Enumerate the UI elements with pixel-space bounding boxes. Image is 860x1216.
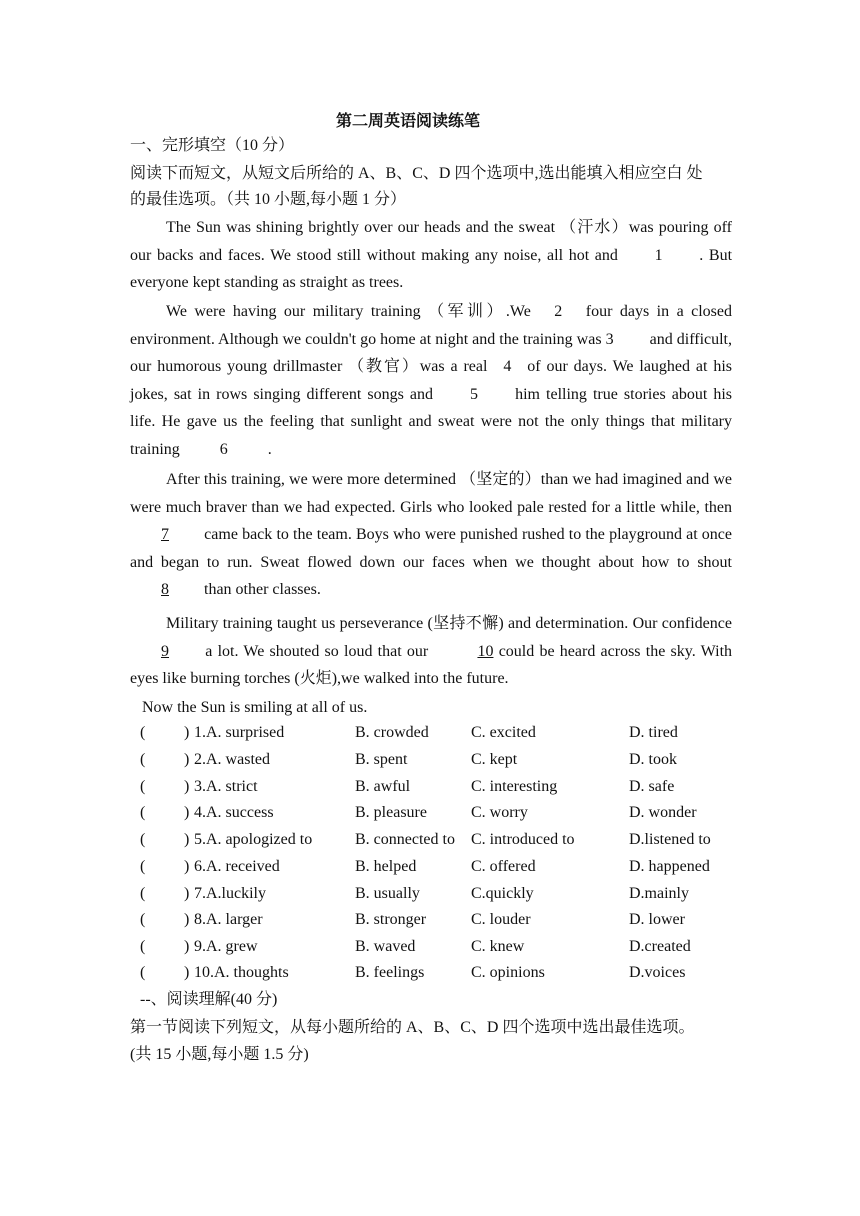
option-b: B. crowded — [355, 724, 429, 741]
option-a: 2.A. wasted — [194, 751, 270, 768]
option-d: D. tired — [629, 724, 678, 741]
answer-close-paren: ) — [184, 885, 190, 902]
section2-heading: --、阅读理解(40 分) — [140, 991, 278, 1008]
paragraph-text: . But everyone kept standing as straight as trees. — [130, 246, 733, 291]
blank-6: 6 — [219, 440, 228, 458]
paragraph-text: than other classes. — [204, 581, 321, 598]
option-b: B. waved — [355, 938, 416, 955]
option-d: D. took — [629, 751, 677, 768]
option-d: D. happened — [629, 858, 710, 875]
option-b: B. helped — [355, 858, 417, 875]
blank-4: 4 — [503, 358, 512, 375]
blank-5: 5 — [470, 385, 479, 403]
option-a: 4.A. success — [194, 804, 274, 821]
option-b: B. pleasure — [355, 804, 427, 821]
blank-2: 2 — [554, 303, 563, 320]
answer-open-paren: ( — [140, 831, 146, 848]
option-c: C. opinions — [471, 964, 545, 981]
option-c: C.quickly — [471, 885, 534, 902]
document-title: 第二周英语阅读练笔 — [335, 113, 480, 130]
option-a: 3.A. strict — [194, 778, 258, 795]
answer-open-paren: ( — [140, 964, 146, 981]
paragraph-text: We were having our military training （军训）.We — [166, 303, 531, 320]
option-c: C. excited — [471, 724, 536, 741]
passage-paragraph-1 — [130, 214, 732, 297]
blank-1: 1 — [654, 246, 663, 264]
answer-open-paren: ( — [140, 804, 146, 821]
option-b: B. connected to — [355, 831, 455, 848]
blank-8: 8 — [161, 581, 169, 598]
option-c: C. louder — [471, 911, 531, 928]
paragraph-text: him telling true stories about his life. He gave us the feeling that sunlight and sweat were not the only things that military training — [130, 385, 733, 458]
paragraph-text: . — [267, 440, 272, 458]
option-d: D.created — [629, 938, 691, 955]
option-b: B. awful — [355, 778, 411, 795]
paragraph-text: a lot. We shouted so loud that our — [205, 642, 429, 660]
option-c: C. interesting — [471, 778, 558, 795]
passage-paragraph-4 — [130, 610, 732, 693]
option-c: C. offered — [471, 858, 536, 875]
paragraph-text: The Sun was shining brightly over our heads and the sweat （汗水）was pouring off our backs and faces. We stood still without making any noise, all hot and — [130, 219, 732, 264]
option-c: C. worry — [471, 804, 528, 821]
option-d: D. safe — [629, 778, 675, 795]
answer-close-paren: ) — [184, 778, 190, 795]
option-a: 5.A. apologized to — [194, 831, 313, 848]
option-b: B. spent — [355, 751, 408, 768]
option-b: B. usually — [355, 885, 420, 902]
option-a: 6.A. received — [194, 858, 280, 875]
blank-10: 10 — [477, 642, 494, 660]
blank-9: 9 — [161, 642, 169, 660]
paragraph-text: of our days. We laughed at his jokes, sat in rows singing different songs and — [130, 358, 733, 403]
passage-paragraph-3 — [130, 466, 732, 604]
answer-open-paren: ( — [140, 778, 146, 795]
paragraph-text: came back to the team. Boys who were punished rushed to the playground at once and began to run. Sweat flowed down our faces when we thought about how to shout — [130, 526, 733, 571]
option-c: C. introduced to — [471, 831, 575, 848]
answer-close-paren: ) — [184, 751, 190, 768]
paragraph-text: four days in a closed environment. Although we couldn't go home at night and the training was — [130, 303, 733, 348]
option-d: D.mainly — [629, 885, 689, 902]
answer-close-paren: ) — [184, 858, 190, 875]
option-c: C. kept — [471, 751, 518, 768]
option-b: B. feelings — [355, 964, 425, 981]
option-d: D. lower — [629, 911, 685, 928]
answer-open-paren: ( — [140, 858, 146, 875]
option-a: 1.A. surprised — [194, 724, 285, 741]
blank-7: 7 — [161, 526, 169, 543]
section2-instruction-line1: 第一节阅读下列短文，从每小题所给的 A、B、C、D 四个选项中选出最佳选项。 — [130, 1019, 695, 1036]
answer-close-paren: ) — [184, 724, 190, 741]
option-a: 9.A. grew — [194, 938, 258, 955]
option-c: C. knew — [471, 938, 525, 955]
answer-close-paren: ) — [184, 804, 190, 821]
option-b: B. stronger — [355, 911, 427, 928]
section1-instruction-line1: 阅读下而短文，从短文后所给的 A、B、C、D 四个选项中,选出能填入相应空白 处 — [130, 165, 703, 182]
answer-close-paren: ) — [184, 964, 190, 981]
option-d: D.voices — [629, 964, 686, 981]
paragraph-text: Military training taught us perseverance (坚持不懈) and determination. Our confidence — [166, 615, 732, 632]
option-a: 10.A. thoughts — [194, 964, 289, 981]
option-d: D.listened to — [629, 831, 711, 848]
passage-paragraph-2 — [130, 298, 732, 463]
section1-heading: 一、完形填空（10 分） — [130, 137, 295, 154]
answer-open-paren: ( — [140, 885, 146, 902]
option-a: 7.A.luckily — [194, 885, 266, 902]
paragraph-text: and difficult, our humorous young drillmaster （教官）was a real — [130, 330, 733, 375]
passage-closing: Now the Sun is smiling at all of us. — [142, 699, 368, 716]
paragraph-text: After this training, we were more determined （坚定的）than we had imagined and we were much braver than we had expected. Girls who looked pale rested for a little while, then — [130, 471, 732, 516]
answer-close-paren: ) — [184, 831, 190, 848]
option-d: D. wonder — [629, 804, 697, 821]
answer-open-paren: ( — [140, 751, 146, 768]
blank-3: 3 — [605, 330, 614, 348]
section2-instruction-line2: (共 15 小题,每小题 1.5 分) — [130, 1046, 309, 1063]
answer-open-paren: ( — [140, 911, 146, 928]
answer-open-paren: ( — [140, 724, 146, 741]
answer-open-paren: ( — [140, 938, 146, 955]
section1-instruction-line2: 的最佳选项。（共 10 小题,每小题 1 分） — [130, 191, 407, 208]
option-a: 8.A. larger — [194, 911, 263, 928]
paragraph-text: could be heard across the sky. With eyes like burning torches (火炬),we walked into the future. — [130, 642, 733, 687]
answer-close-paren: ) — [184, 938, 190, 955]
answer-close-paren: ) — [184, 911, 190, 928]
